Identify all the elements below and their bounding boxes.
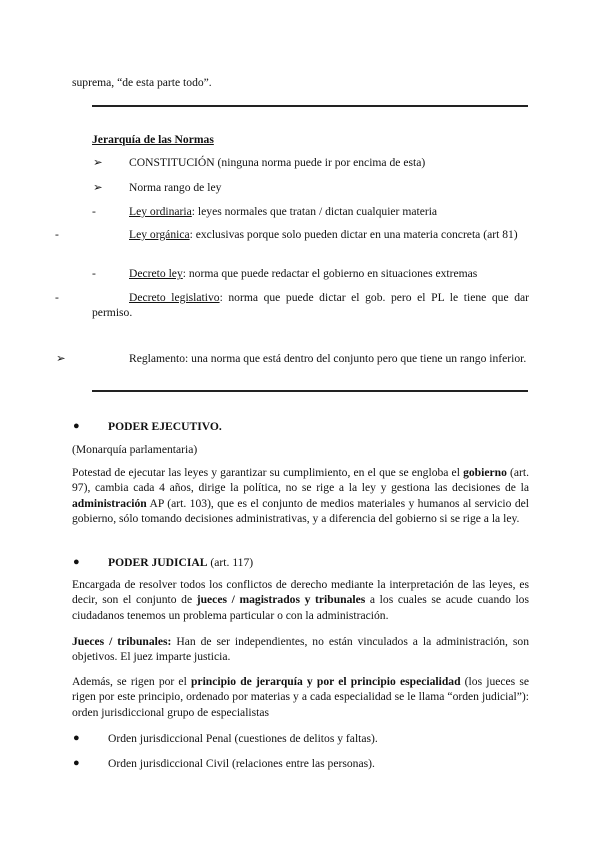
hierarchy-item-constitucion: CONSTITUCIÓN (ninguna norma puede ir por encima de esta) — [129, 156, 426, 169]
term-ley-organica: Ley orgánica — [129, 228, 190, 241]
term-principios: principio de jerarquía y por el principio especialidad — [190, 675, 461, 688]
term-administracion: administración — [72, 496, 147, 510]
judicial-paragraph-3 — [72, 674, 529, 720]
term-jueces-magistrados: jueces / magistrados y tribunales — [196, 593, 366, 607]
hierarchy-item-decreto-legislativo — [55, 290, 529, 320]
judicial-heading-article: (art. 117) — [207, 556, 254, 569]
hierarchy-item-decreto-ley — [129, 266, 477, 281]
bullet-dot: ● — [73, 757, 80, 769]
term-jueces-tribunales: Jueces / tribunales: — [72, 635, 172, 648]
ejecutivo-paragraph — [72, 465, 529, 527]
ejecutivo-text-2: (art. 97), cambia cada 4 años, dirige la política, no se rige a la ley y gestiona las decisiones de la — [72, 466, 529, 495]
ejecutivo-text-3: AP (art. 103), que es el conjunto de medios materiales y humanos al servicio del gobierno, sólo tomando decisiones administrativas, y a diferencia del gobierno si se rige a la ley. — [72, 496, 529, 526]
term-decreto-legislativo: Decreto legislativo — [129, 291, 220, 304]
ejecutivo-heading: PODER EJECUTIVO. — [108, 420, 222, 433]
intro-text: suprema, “de esta parte todo”. — [72, 76, 212, 89]
judicial-text-3a: Además, se rigen por el — [72, 675, 191, 688]
bullet-dot: ● — [73, 556, 80, 568]
judicial-paragraph-1 — [72, 577, 529, 623]
hierarchy-title — [92, 132, 214, 147]
dash-bullet: - — [92, 205, 96, 218]
hierarchy-item-rango-ley: Norma rango de ley — [129, 181, 222, 194]
hierarchy-item-ley-organica — [55, 227, 529, 242]
arrow-bullet-icon: ➢ — [93, 181, 103, 194]
term-gobierno: gobierno — [463, 466, 507, 479]
hierarchy-item-ley-ordinaria — [129, 204, 437, 219]
ejecutivo-subtitle: (Monarquía parlamentaria) — [72, 443, 198, 456]
judicial-text-3c: (los jueces se rigen por este principio, ordenado por materias y a cada especialidad se le llama “orden judicial”): orden jurisdiccional grupo de especialistas — [72, 675, 530, 719]
dash-bullet: - — [55, 228, 59, 241]
desc-decreto-ley: : norma que puede redactar el gobierno en situaciones extremas — [182, 267, 478, 280]
bullet-dot: ● — [73, 420, 80, 432]
desc-ley-ordinaria: : leyes normales que tratan / dictan cualquier materia — [191, 205, 438, 218]
bullet-dot: ● — [73, 732, 80, 744]
hierarchy-item-reglamento — [56, 351, 529, 366]
bottom-divider — [92, 390, 528, 392]
judicial-heading — [108, 555, 253, 570]
arrow-bullet-icon: ➢ — [56, 352, 66, 365]
term-ley-ordinaria: Ley ordinaria — [129, 205, 192, 218]
reglamento-text: Reglamento: una norma que está dentro del conjunto pero que tiene un rango inferior. — [129, 352, 527, 365]
arrow-bullet-icon: ➢ — [93, 156, 103, 169]
desc-ley-organica: : exclusivas porque solo pueden dictar en una materia concreta (art 81) — [189, 228, 518, 241]
order-penal: Orden jurisdiccional Penal (cuestiones de delitos y faltas). — [108, 732, 378, 745]
dash-bullet: - — [55, 291, 59, 304]
order-civil: Orden jurisdiccional Civil (relaciones entre las personas). — [108, 757, 375, 770]
top-divider — [92, 105, 528, 107]
judicial-paragraph-2 — [72, 634, 529, 665]
hierarchy-title-text: Jerarquía de las Normas — [92, 133, 214, 146]
judicial-text-2b: Han de ser independientes, no están vinculados a la administración, son objetivos. El juez imparte justicia. — [72, 635, 529, 664]
desc-decreto-legislativo: : norma que puede dictar el gob. pero el PL le tiene que dar permiso. — [92, 291, 529, 319]
judicial-text-1c: a los cuales se acude cuando los ciudadanos tenemos un problema particular o con la administración. — [72, 593, 529, 622]
ejecutivo-text-1: Potestad de ejecutar las leyes y garantizar su cumplimiento, en el que se engloba el — [72, 466, 464, 479]
judicial-text-1a: Encargada de resolver todos los conflictos de derecho mediante la interpretación de las leyes, es decir, son el conjunto de — [72, 578, 529, 607]
judicial-heading-title: PODER JUDICIAL — [108, 556, 208, 569]
term-decreto-ley: Decreto ley — [129, 267, 183, 280]
dash-bullet: - — [92, 267, 96, 280]
